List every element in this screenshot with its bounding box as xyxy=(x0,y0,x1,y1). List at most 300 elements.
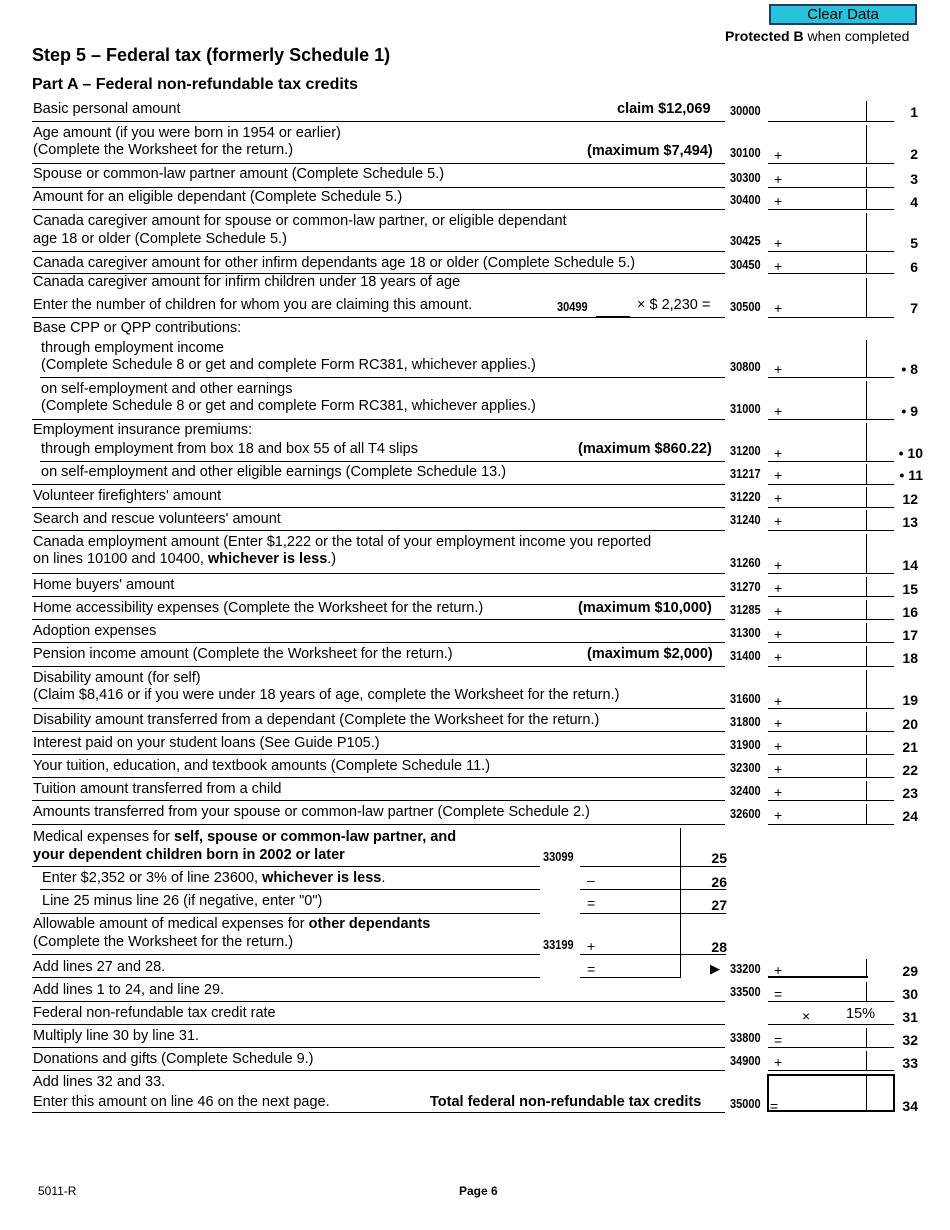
line-32-amount-field[interactable] xyxy=(788,1027,866,1047)
cents-separator xyxy=(866,982,867,1001)
row-divider xyxy=(32,484,725,485)
line-10-code: 31200 xyxy=(730,444,761,458)
line-12-code: 31220 xyxy=(730,490,761,504)
line-18-amount-field[interactable] xyxy=(788,645,866,665)
amount-underline xyxy=(768,824,894,825)
line-27-label: Line 25 minus line 26 (if negative, enter "0") xyxy=(42,893,323,909)
cents-separator xyxy=(866,510,867,530)
line-25-text: Medical expenses for xyxy=(33,829,175,845)
row-divider xyxy=(32,954,540,955)
line-10-number: • 10 xyxy=(898,445,923,461)
protected-notice xyxy=(725,28,909,44)
line-7-number: 7 xyxy=(910,300,918,316)
row-divider xyxy=(40,377,725,378)
cents-separator xyxy=(866,1076,867,1110)
line-18-code: 31400 xyxy=(730,649,761,663)
line-20-amount-field[interactable] xyxy=(788,711,866,731)
line-20-code: 31800 xyxy=(730,715,761,729)
line-11-operator: + xyxy=(774,467,783,483)
step-title: Step 5 – Federal tax (formerly Schedule 1) xyxy=(32,45,391,65)
line-12-label: Volunteer firefighters' amount xyxy=(33,488,222,504)
line-19-number: 19 xyxy=(902,692,918,708)
row-divider xyxy=(32,619,725,620)
amount-underline xyxy=(768,596,894,597)
line-10-operator: + xyxy=(774,445,783,461)
line-20-number: 20 xyxy=(902,716,918,732)
cents-separator xyxy=(866,254,867,273)
line-22-number: 22 xyxy=(902,762,918,778)
part-title: Part A – Federal non-refundable tax credits xyxy=(32,76,359,93)
line-14-emphasis: whichever is less xyxy=(207,551,328,567)
amount-underline xyxy=(768,619,894,620)
line-30-number: 30 xyxy=(902,986,918,1002)
line-5-code: 30425 xyxy=(730,234,761,248)
row-divider xyxy=(32,419,725,420)
line-22-code: 32300 xyxy=(730,761,761,775)
line-29-label: Add lines 27 and 28. xyxy=(33,959,166,975)
line-34-label-1: Add lines 32 and 33. xyxy=(33,1074,166,1090)
line-9-label-1: on self-employment and other earnings xyxy=(41,381,293,397)
line-15-amount-field[interactable] xyxy=(788,576,866,596)
line-27-number: 27 xyxy=(711,897,727,913)
line-4-operator: + xyxy=(774,193,783,209)
amount-underline xyxy=(768,573,894,574)
line-11-number: • 11 xyxy=(899,467,923,483)
line-18-label: Pension income amount (Complete the Worksheet for the return.) xyxy=(33,646,453,662)
line-16-number: 16 xyxy=(902,604,918,620)
amount-underline xyxy=(768,1024,894,1025)
line-29-inner-operator: = xyxy=(587,961,596,977)
amount-underline xyxy=(768,251,894,252)
line-28-code: 33199 xyxy=(543,938,574,952)
line-29-code: 33200 xyxy=(730,962,761,976)
row-divider xyxy=(32,777,725,778)
line-11-label: on self-employment and other eligible earnings (Complete Schedule 13.) xyxy=(41,464,507,480)
amount-underline xyxy=(768,754,894,755)
amount-underline xyxy=(580,954,726,955)
line-14-operator: + xyxy=(774,557,783,573)
cents-separator xyxy=(866,670,867,708)
row-divider xyxy=(32,163,725,164)
line-2-label-1: Age amount (if you were born in 1954 or earlier) xyxy=(33,125,341,141)
line-25-amount-field[interactable] xyxy=(582,846,678,866)
line-28-emphasis: other dependants xyxy=(308,916,431,932)
line-33-operator: + xyxy=(774,1054,783,1070)
line-19-code: 31600 xyxy=(730,692,761,706)
amount-underline xyxy=(768,976,868,978)
line-28-operator: + xyxy=(587,938,596,954)
line-26-label xyxy=(42,870,385,886)
row-divider xyxy=(32,800,725,801)
line-4-code: 30400 xyxy=(730,193,761,207)
cents-separator xyxy=(866,423,867,461)
cents-separator xyxy=(866,646,867,666)
line-8-operator: + xyxy=(774,361,783,377)
line-30-amount-field[interactable] xyxy=(788,981,866,1001)
line-15-code: 31270 xyxy=(730,580,761,594)
line-34-total-field[interactable] xyxy=(767,1074,895,1112)
line-1-label: Basic personal amount xyxy=(33,101,181,117)
line-10-label: through employment from box 18 and box 55 of all T4 slips xyxy=(41,441,418,457)
amount-underline xyxy=(768,1047,894,1048)
amount-underline xyxy=(768,317,894,318)
line-3-amount-field[interactable] xyxy=(788,167,866,187)
line-1-note: claim $12,069 xyxy=(617,101,711,117)
line-16-code: 31285 xyxy=(730,603,761,617)
cents-separator xyxy=(866,623,867,642)
line-34-note: Total federal non-refundable tax credits xyxy=(430,1094,702,1110)
line-17-amount-field[interactable] xyxy=(788,622,866,642)
line-21-code: 31900 xyxy=(730,738,761,752)
line-21-amount-field[interactable] xyxy=(788,734,866,754)
line-24-code: 32600 xyxy=(730,807,761,821)
line-29-amount-field[interactable] xyxy=(788,958,866,978)
row-divider xyxy=(32,666,725,667)
cents-separator xyxy=(866,464,867,484)
line-21-number: 21 xyxy=(902,739,918,755)
cents-separator xyxy=(866,125,867,163)
line-24-number: 24 xyxy=(902,808,918,824)
clear-data-button[interactable]: Clear Data xyxy=(769,4,917,25)
line-16-note: (maximum $10,000) xyxy=(578,600,712,616)
line-17-number: 17 xyxy=(902,627,918,643)
line-19-operator: + xyxy=(774,693,783,709)
amount-underline xyxy=(580,913,726,914)
row-divider xyxy=(32,121,725,122)
cents-separator xyxy=(866,712,867,731)
line-9-code: 31000 xyxy=(730,402,761,416)
row-divider xyxy=(32,317,725,318)
line-24-operator: + xyxy=(774,807,783,823)
cents-separator xyxy=(866,340,867,377)
line-3-label: Spouse or common-law partner amount (Complete Schedule 5.) xyxy=(33,166,445,182)
protected-suffix: when completed xyxy=(803,28,910,44)
line-31-label: Federal non-refundable tax credit rate xyxy=(33,1005,276,1021)
line-7-multiplier: × $ 2,230 = xyxy=(637,297,711,313)
line-18-note: (maximum $2,000) xyxy=(587,646,713,662)
cents-separator xyxy=(866,758,867,777)
amount-underline xyxy=(768,377,894,378)
line-16-amount-field[interactable] xyxy=(788,599,866,619)
row-divider xyxy=(32,573,725,574)
line-28-text: Allowable amount of medical expenses for xyxy=(33,916,309,932)
line-20-label: Disability amount transferred from a dependant (Complete the Worksheet for the return.) xyxy=(33,712,600,728)
line-4-label: Amount for an eligible dependant (Complete Schedule 5.) xyxy=(33,189,403,205)
row-divider xyxy=(32,530,725,531)
line-34-code: 35000 xyxy=(730,1097,761,1111)
line-23-amount-field[interactable] xyxy=(788,780,866,800)
cents-separator xyxy=(866,1051,867,1070)
row-divider xyxy=(32,866,540,867)
line-25-label-1 xyxy=(33,829,456,845)
line-13-code: 31240 xyxy=(730,513,761,527)
line-8-number: • 8 xyxy=(901,361,918,377)
line-21-operator: + xyxy=(774,738,783,754)
line-14-code: 31260 xyxy=(730,556,761,570)
amount-underline xyxy=(768,484,894,485)
medical-column-separator xyxy=(680,828,681,978)
row-divider xyxy=(40,889,540,890)
line-22-operator: + xyxy=(774,761,783,777)
line-19-amount-field[interactable] xyxy=(788,689,866,709)
line-2-label-2: (Complete the Worksheet for the return.) xyxy=(33,142,294,158)
line-8-label-2: (Complete Schedule 8 or get and complete Form RC381, whichever applies.) xyxy=(41,357,536,373)
line-31-rate: 15% xyxy=(846,1006,876,1022)
protected-label: Protected B xyxy=(725,28,804,44)
amount-underline xyxy=(768,419,894,420)
amount-underline xyxy=(768,121,894,122)
amount-underline xyxy=(580,889,726,890)
line-28-label-1 xyxy=(33,916,430,932)
cents-separator xyxy=(866,577,867,596)
amount-underline xyxy=(768,530,894,531)
line-17-label: Adoption expenses xyxy=(33,623,157,639)
line-11-amount-field[interactable] xyxy=(788,463,866,483)
ei-heading: Employment insurance premiums: xyxy=(33,422,253,438)
line-30-label: Add lines 1 to 24, and line 29. xyxy=(33,982,225,998)
row-divider xyxy=(32,642,725,643)
row-divider xyxy=(32,507,725,508)
arrow-right-icon: ▶ xyxy=(710,961,720,976)
row-divider xyxy=(32,977,540,978)
cents-separator xyxy=(866,959,867,977)
line-9-label-2: (Complete Schedule 8 or get and complete Form RC381, whichever applies.) xyxy=(41,398,536,414)
line-18-number: 18 xyxy=(902,650,918,666)
line-7-subcode: 30499 xyxy=(557,300,588,314)
line-34-number: 34 xyxy=(902,1098,918,1114)
line-6-number: 6 xyxy=(910,259,918,275)
line-17-code: 31300 xyxy=(730,626,761,640)
cents-separator xyxy=(866,1028,867,1047)
line-26-amount-field[interactable] xyxy=(600,869,678,889)
line-14-number: 14 xyxy=(902,557,918,573)
line-30-code: 33500 xyxy=(730,985,761,999)
line-3-number: 3 xyxy=(910,171,918,187)
line-13-operator: + xyxy=(774,513,783,529)
line-18-operator: + xyxy=(774,649,783,665)
amount-underline xyxy=(768,777,894,778)
cents-separator xyxy=(866,167,867,187)
line-29-number: 29 xyxy=(902,963,918,979)
amount-underline xyxy=(768,507,894,508)
line-23-operator: + xyxy=(774,784,783,800)
row-divider xyxy=(32,754,725,755)
line-31-operator: × xyxy=(802,1008,811,1024)
row-divider xyxy=(32,209,725,210)
line-5-amount-field[interactable] xyxy=(788,231,866,251)
cents-separator xyxy=(866,487,867,507)
line-8-amount-field[interactable] xyxy=(788,357,866,377)
amount-underline xyxy=(768,1070,894,1071)
row-divider xyxy=(32,596,725,597)
line-14-amount-field[interactable] xyxy=(788,553,866,573)
line-8-label-1: through employment income xyxy=(41,340,224,356)
line-25-label-2: your dependent children born in 2002 or later xyxy=(33,847,345,863)
line-7-operator: + xyxy=(774,300,783,316)
line-17-operator: + xyxy=(774,626,783,642)
cents-separator xyxy=(866,278,867,317)
line-25-code: 33099 xyxy=(543,850,574,864)
row-divider xyxy=(32,251,725,252)
line-19-label-1: Disability amount (for self) xyxy=(33,670,201,686)
line-5-number: 5 xyxy=(910,235,918,251)
line-23-number: 23 xyxy=(902,785,918,801)
line-25-number: 25 xyxy=(711,850,727,866)
line-9-number: • 9 xyxy=(901,403,918,419)
row-divider xyxy=(32,1024,725,1025)
line-2-amount-field[interactable] xyxy=(788,143,866,163)
line-32-label: Multiply line 30 by line 31. xyxy=(33,1028,200,1044)
amount-underline xyxy=(768,461,894,462)
cents-separator xyxy=(866,189,867,209)
line-2-number: 2 xyxy=(910,146,918,162)
line-34-label-2: Enter this amount on line 46 on the next page. xyxy=(33,1094,330,1110)
line-2-operator: + xyxy=(774,147,783,163)
line-3-operator: + xyxy=(774,171,783,187)
line-14-text: on lines 10100 and 10400, xyxy=(33,551,208,567)
cents-separator xyxy=(866,381,867,419)
line-15-label: Home buyers' amount xyxy=(33,577,175,593)
line-26-emphasis: whichever is less xyxy=(262,870,382,886)
line-34-operator: = xyxy=(770,1098,779,1114)
line-33-code: 34900 xyxy=(730,1054,761,1068)
line-33-amount-field[interactable] xyxy=(788,1050,866,1070)
cents-separator xyxy=(866,600,867,619)
row-divider xyxy=(32,187,725,188)
line-12-number: 12 xyxy=(902,491,918,507)
line-26-number: 26 xyxy=(711,874,727,890)
amount-underline xyxy=(768,708,894,709)
cents-separator xyxy=(866,213,867,251)
line-3-code: 30300 xyxy=(730,171,761,185)
line-10-amount-field[interactable] xyxy=(788,441,866,461)
line-1-amount-field[interactable] xyxy=(770,100,866,120)
row-divider xyxy=(32,1112,725,1113)
line-27-amount-field[interactable] xyxy=(600,892,678,912)
amount-underline xyxy=(768,800,894,801)
line-16-label: Home accessibility expenses (Complete the Worksheet for the return.) xyxy=(33,600,484,616)
row-divider xyxy=(32,1001,725,1002)
page-number: Page 6 xyxy=(459,1184,498,1198)
cents-separator xyxy=(866,735,867,754)
line-7-amount-field[interactable] xyxy=(788,296,866,316)
line-27-operator: = xyxy=(587,895,596,911)
form-id: 5011-R xyxy=(38,1184,77,1198)
line-30-operator: = xyxy=(774,986,783,1002)
line-19-label-2: (Claim $8,416 or if you were under 18 years of age, complete the Worksheet for the return.) xyxy=(33,687,620,703)
line-5-label-1: Canada caregiver amount for spouse or common-law partner, or eligible dependant xyxy=(33,213,567,229)
row-divider xyxy=(32,708,725,709)
line-32-operator: = xyxy=(774,1032,783,1048)
line-5-operator: + xyxy=(774,235,783,251)
amount-underline xyxy=(768,731,894,732)
line-9-operator: + xyxy=(774,403,783,419)
line-14-label-1: Canada employment amount (Enter $1,222 or the total of your employment income you reported xyxy=(33,534,652,550)
cents-separator xyxy=(866,781,867,800)
amount-underline xyxy=(768,666,894,667)
cpp-heading: Base CPP or QPP contributions: xyxy=(33,320,242,336)
row-divider xyxy=(32,731,725,732)
line-1-code: 30000 xyxy=(730,104,761,118)
line-14-tail: .) xyxy=(327,551,337,567)
line-7-label-1: Canada caregiver amount for infirm children under 18 years of age xyxy=(33,274,461,290)
line-23-code: 32400 xyxy=(730,784,761,798)
line-32-number: 32 xyxy=(902,1032,918,1048)
line-13-label: Search and rescue volunteers' amount xyxy=(33,511,281,527)
line-33-label: Donations and gifts (Complete Schedule 9.) xyxy=(33,1051,314,1067)
line-7-code: 30500 xyxy=(730,300,761,314)
amount-underline xyxy=(768,642,894,643)
row-divider xyxy=(32,824,725,825)
line-4-amount-field[interactable] xyxy=(788,189,866,209)
line-26-tail: . xyxy=(381,870,386,886)
cents-separator xyxy=(866,804,867,824)
row-divider xyxy=(32,1070,725,1071)
line-2-code: 30100 xyxy=(730,146,761,160)
line-20-operator: + xyxy=(774,715,783,731)
line-6-operator: + xyxy=(774,258,783,274)
row-divider xyxy=(40,913,540,914)
line-33-number: 33 xyxy=(902,1055,918,1071)
cents-separator xyxy=(866,534,867,573)
line-1-number: 1 xyxy=(910,104,918,120)
row-divider xyxy=(40,461,725,462)
amount-underline xyxy=(768,273,894,274)
line-26-operator: – xyxy=(587,872,595,888)
line-28-amount-field[interactable] xyxy=(600,935,678,955)
line-7-label-2: Enter the number of children for whom you are claiming this amount. xyxy=(33,297,473,313)
line-22-label: Your tuition, education, and textbook amounts (Complete Schedule 11.) xyxy=(33,758,491,774)
line-21-label: Interest paid on your student loans (See Guide P105.) xyxy=(33,735,380,751)
line-12-operator: + xyxy=(774,490,783,506)
line-32-code: 33800 xyxy=(730,1031,761,1045)
line-29-operator: + xyxy=(774,962,783,978)
row-divider xyxy=(32,1047,725,1048)
line-14-label-2 xyxy=(33,551,336,567)
line-6-label: Canada caregiver amount for other infirm dependants age 18 or older (Complete Schedule 5.) xyxy=(33,255,636,271)
line-16-operator: + xyxy=(774,603,783,619)
line-15-number: 15 xyxy=(902,581,918,597)
amount-underline xyxy=(768,209,894,210)
line-2-note: (maximum $7,494) xyxy=(587,143,713,159)
amount-underline xyxy=(768,163,894,164)
line-4-number: 4 xyxy=(910,194,918,210)
amount-underline xyxy=(768,187,894,188)
line-11-code: 31217 xyxy=(730,467,761,481)
cents-separator xyxy=(866,101,867,121)
line-13-amount-field[interactable] xyxy=(788,509,866,529)
line-25-emphasis: self, spouse or common-law partner, and xyxy=(174,829,457,845)
line-10-note: (maximum $860.22) xyxy=(578,441,712,457)
line-26-text: Enter $2,352 or 3% of line 23600, xyxy=(42,870,263,886)
line-6-amount-field[interactable] xyxy=(788,254,866,274)
line-29-subtotal-field[interactable] xyxy=(600,958,678,978)
amount-underline xyxy=(768,1001,894,1002)
line-23-label: Tuition amount transferred from a child xyxy=(33,781,282,797)
line-8-code: 30800 xyxy=(730,360,761,374)
line-24-amount-field[interactable] xyxy=(788,803,866,823)
line-31-number: 31 xyxy=(902,1009,918,1025)
line-28-label-2: (Complete the Worksheet for the return.) xyxy=(33,934,294,950)
line-7-children-count-field[interactable] xyxy=(596,296,632,316)
line-9-amount-field[interactable] xyxy=(788,399,866,419)
line-28-number: 28 xyxy=(711,939,727,955)
amount-underline xyxy=(580,866,726,867)
line-12-amount-field[interactable] xyxy=(788,486,866,506)
line-22-amount-field[interactable] xyxy=(788,757,866,777)
line-13-number: 13 xyxy=(902,514,918,530)
line-6-code: 30450 xyxy=(730,258,761,272)
